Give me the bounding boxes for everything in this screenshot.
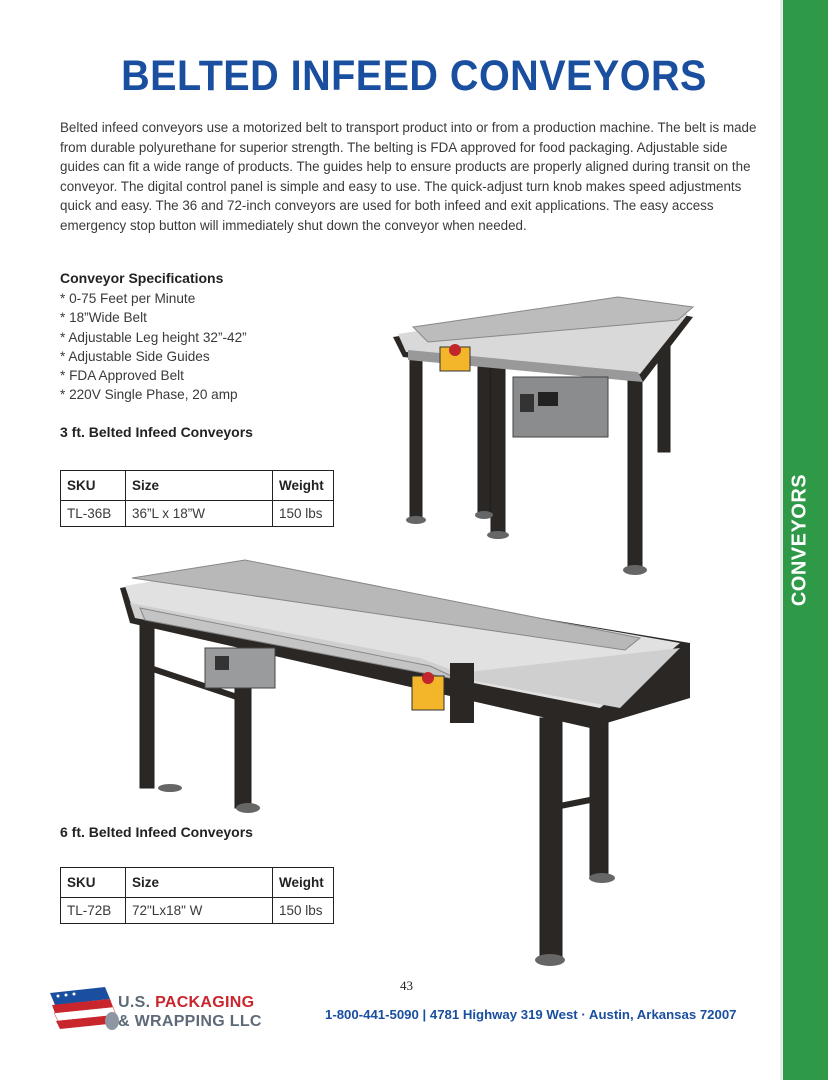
header-sku: SKU [61,471,126,501]
cell-sku: TL-36B [61,501,126,527]
page-title: BELTED INFEED CONVEYORS [121,52,707,100]
conveyor-3ft-photo [388,282,708,580]
header-size: Size [126,868,273,898]
logo-text-line2: & WRAPPING LLC [118,1013,262,1030]
spec-item: * FDA Approved Belt [60,368,184,384]
table-row [61,501,334,527]
cell-size: 36”L x 18”W [126,501,273,527]
section-6ft-title: 6 ft. Belted Infeed Conveyors [60,824,253,840]
spec-item: * 18”Wide Belt [60,310,147,326]
logo-text-us: U.S. [118,994,156,1011]
sidebar-edge [780,0,783,1080]
cell-size: 72"Lx18" W [126,898,273,924]
header-weight: Weight [273,471,334,501]
spec-item: * 0-75 Feet per Minute [60,291,196,306]
intro-paragraph: Belted infeed conveyors use a motorized belt to transport product into or from a production machine. The belt is made from durable polyurethane for superior strength. The belting is FDA approved for food packaging. Adjustable side guides can fit a wide range of products. The guides help to ensure products are properly aligned during transit on the conveyor. The digital control panel is simple and easy to use. The quick-adjust turn knob makes speed adjustments quick and easy. The 36 and 72-inch conveyors are used for both infeed and exit applications. The easy access emergency stop button will immediately shut down the conveyor when needed. [60,120,757,233]
side-section-label: CONVEYORS [788,473,811,607]
header-weight: Weight [273,868,334,898]
sku-table-3ft [60,470,334,527]
cell-weight: 150 lbs [273,898,334,924]
logo-text-line1 [118,994,254,1012]
contact-info: 1-800-441-5090 | 4781 Highway 319 West · Austin, Arkansas 72007 [325,1007,737,1022]
cell-weight: 150 lbs [273,501,334,527]
section-3ft-title: 3 ft. Belted Infeed Conveyors [60,424,253,440]
cell-sku: TL-72B [61,898,126,924]
spec-item: * Adjustable Side Guides [60,348,210,364]
spec-item: * Adjustable Leg height 32”-42” [60,329,247,345]
specs-title: Conveyor Specifications [60,270,224,286]
spec-item: * 220V Single Phase, 20 amp [60,387,238,403]
header-size: Size [126,471,273,501]
conveyor-6ft-photo [120,548,700,973]
table-header-row [61,471,334,501]
logo-text-packaging: PACKAGING [155,994,255,1011]
header-sku: SKU [61,868,126,898]
specs-list [60,289,247,405]
page-number: 43 [400,978,413,993]
